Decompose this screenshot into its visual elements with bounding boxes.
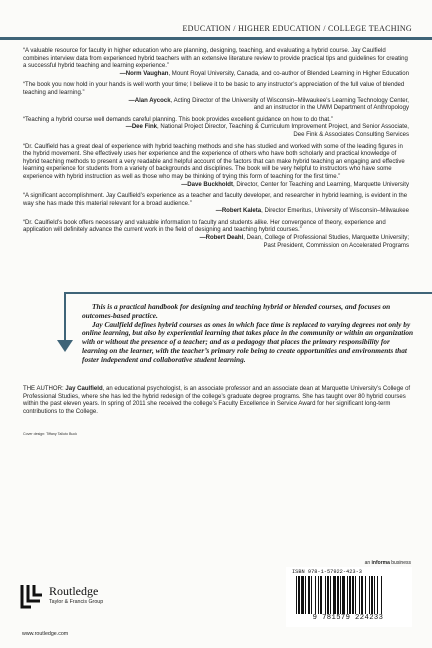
- endorsement-quote: “Dr. Caulfield’s book offers necessary and valuable information to faculty and students alike. Her convergence of theory, experience and application will definitely advance the current work in the field of designing and teaching hybrid courses.”: [23, 219, 386, 234]
- endorsement: [23, 193, 409, 216]
- author-bio-text: , an educational psychologist, is an associate professor and an associate dean at Marquette University’s College of Professional Studies, where she has led the hybrid redesign of the college’s graduate degree programs. She has taught over 80 hybrid courses within the past eleven years. In spring of 2011 she received the college’s Faculty Excellence in Service Award for her significant long-term contributions to the College.: [23, 386, 411, 415]
- top-rule: [0, 37, 432, 40]
- endorsement-quote: “A valuable resource for faculty in higher education who are planning, designing, teaching, and evaluating a hybrid course. Jay Caulfield combines interview data from experienced hybrid teachers with an extensive literature review to provide practical tips and guidelines for creating a successful hybrid teaching and learning experience.”: [23, 48, 408, 70]
- author-bio: [23, 386, 415, 416]
- endorser-affiliation: , Mount Royal University, Canada, and co-author of Blended Learning in Higher Education: [168, 70, 409, 77]
- endorsement-attribution: [23, 71, 409, 79]
- routledge-logo-icon: [20, 583, 44, 609]
- endorser-affiliation: , Director, Center for Teaching and Learning, Marquette University: [232, 181, 409, 188]
- informa-business-tag: [365, 560, 411, 566]
- endorsement-attribution: [23, 235, 409, 243]
- author-name: Jay Caulfield: [65, 386, 103, 392]
- endorsement-attribution: [23, 208, 409, 216]
- endorser-affiliation: , Dean, College of Professional Studies, Marquette University;: [243, 235, 409, 242]
- endorsement: [23, 117, 409, 140]
- endorsement: [23, 82, 409, 112]
- publisher-name: Routledge: [49, 584, 99, 598]
- endorser-affiliation: , Director Emeritus, University of Wisconsin–Milwaukee: [261, 208, 409, 215]
- description-paragraph: Jay Caulfield defines hybrid courses as ones in which face time is replaced to varying degrees not only by online learning, but also by experiential learning that takes place in the community or within an organization with or without the presence of a teacher; and as a pedagogy that places the primary responsibility for learning on the learner, with the teacher’s primary role being to create opportunities and environments that foster independent and collaborative student learning.: [82, 319, 414, 364]
- cover-credit: Cover design: Tiffany Talluto Buck: [23, 432, 78, 436]
- endorsements: [23, 48, 409, 254]
- endorser-name: —Dave Buckholdt: [181, 181, 233, 188]
- informa-prefix: an: [364, 560, 372, 566]
- barcode-panel: [286, 567, 412, 627]
- endorsement-attribution: [23, 98, 409, 106]
- endorsement-attribution: [23, 124, 409, 132]
- description-paragraph: This is a practical handbook for designing and teaching hybrid or blended courses, and focuses on outcomes-based practice.: [82, 302, 391, 320]
- endorser-name: —Alan Aycock: [128, 97, 171, 104]
- endorsement-attribution: [23, 182, 409, 190]
- informa-brand: informa: [371, 560, 390, 566]
- book-description: [82, 303, 415, 365]
- endorser-affiliation: , National Project Director, Teaching & Curriculum Improvement Project, and Senior Associate,: [157, 124, 409, 131]
- endorsement-quote: “The book you now hold in your hands is well worth your time; I believe it to be basic to any instructor’s appreciation of the full value of blended teaching and learning.”: [23, 82, 405, 96]
- endorsement-quote: “Teaching a hybrid course well demands careful planning. This book provides excellent guidance on how to do that.”: [23, 116, 333, 123]
- endorsement-quote: “Dr. Caulfield has a great deal of experience with hybrid teaching methods and she has studied and worked with some of the leading figures in the hybrid movement. She effectively uses her experience and the experience of others who have both scholarly and practical knowledge of hybrid teaching methods to present a very readable and helpful account of the factors that can make hybrid teaching an engaging and effective learning experience for students from a variety of backgrounds and disciplines. The book will be very helpful to instructors who have some experience with hybrid instruction as well as those who may be thinking of trying this form of teaching for the first time.”: [23, 143, 405, 180]
- endorser-affiliation-line2: and an instructor in the UWM Department of Anthropology: [253, 105, 409, 112]
- isbn-text: ISBN 978-1-57922-423-3: [292, 569, 362, 575]
- category-heading: EDUCATION / HIGHER EDUCATION / COLLEGE TEACHING: [182, 24, 412, 33]
- endorser-affiliation-line2: Past President, Commission on Accelerated Programs: [263, 242, 409, 249]
- endorser-affiliation-line2: Dee Fink & Associates Consulting Services: [293, 131, 409, 138]
- arrow-down-icon: [57, 340, 73, 352]
- endorsement: [23, 48, 409, 78]
- barcode-icon: [294, 576, 406, 614]
- endorsement: [23, 220, 409, 250]
- barcode-number: 9 781579 224233: [312, 614, 384, 622]
- endorser-name: —Robert Kaleta: [215, 208, 262, 215]
- author-label: THE AUTHOR:: [23, 386, 66, 392]
- publisher-group: Taylor & Francis Group: [49, 599, 104, 605]
- informa-suffix: business: [389, 560, 411, 566]
- endorser-name: —Dee Fink: [125, 124, 158, 131]
- publisher-url[interactable]: www.routledge.com: [22, 631, 69, 637]
- arrow-line-horizontal: [64, 292, 432, 294]
- endorser-affiliation: , Acting Director of the University of Wisconsin–Milwaukee’s Learning Technology Center,: [170, 97, 409, 104]
- endorser-name: —Norm Vaughan: [119, 70, 169, 77]
- endorser-name: —Robert Deahl: [199, 235, 244, 242]
- endorsement: [23, 144, 409, 190]
- endorsement-quote: “A significant accomplishment. Jay Caulfield’s experience as a teacher and faculty developer, and researcher in hybrid learning, is evident in the way she has made this material relevant for a broad audience.”: [23, 193, 408, 207]
